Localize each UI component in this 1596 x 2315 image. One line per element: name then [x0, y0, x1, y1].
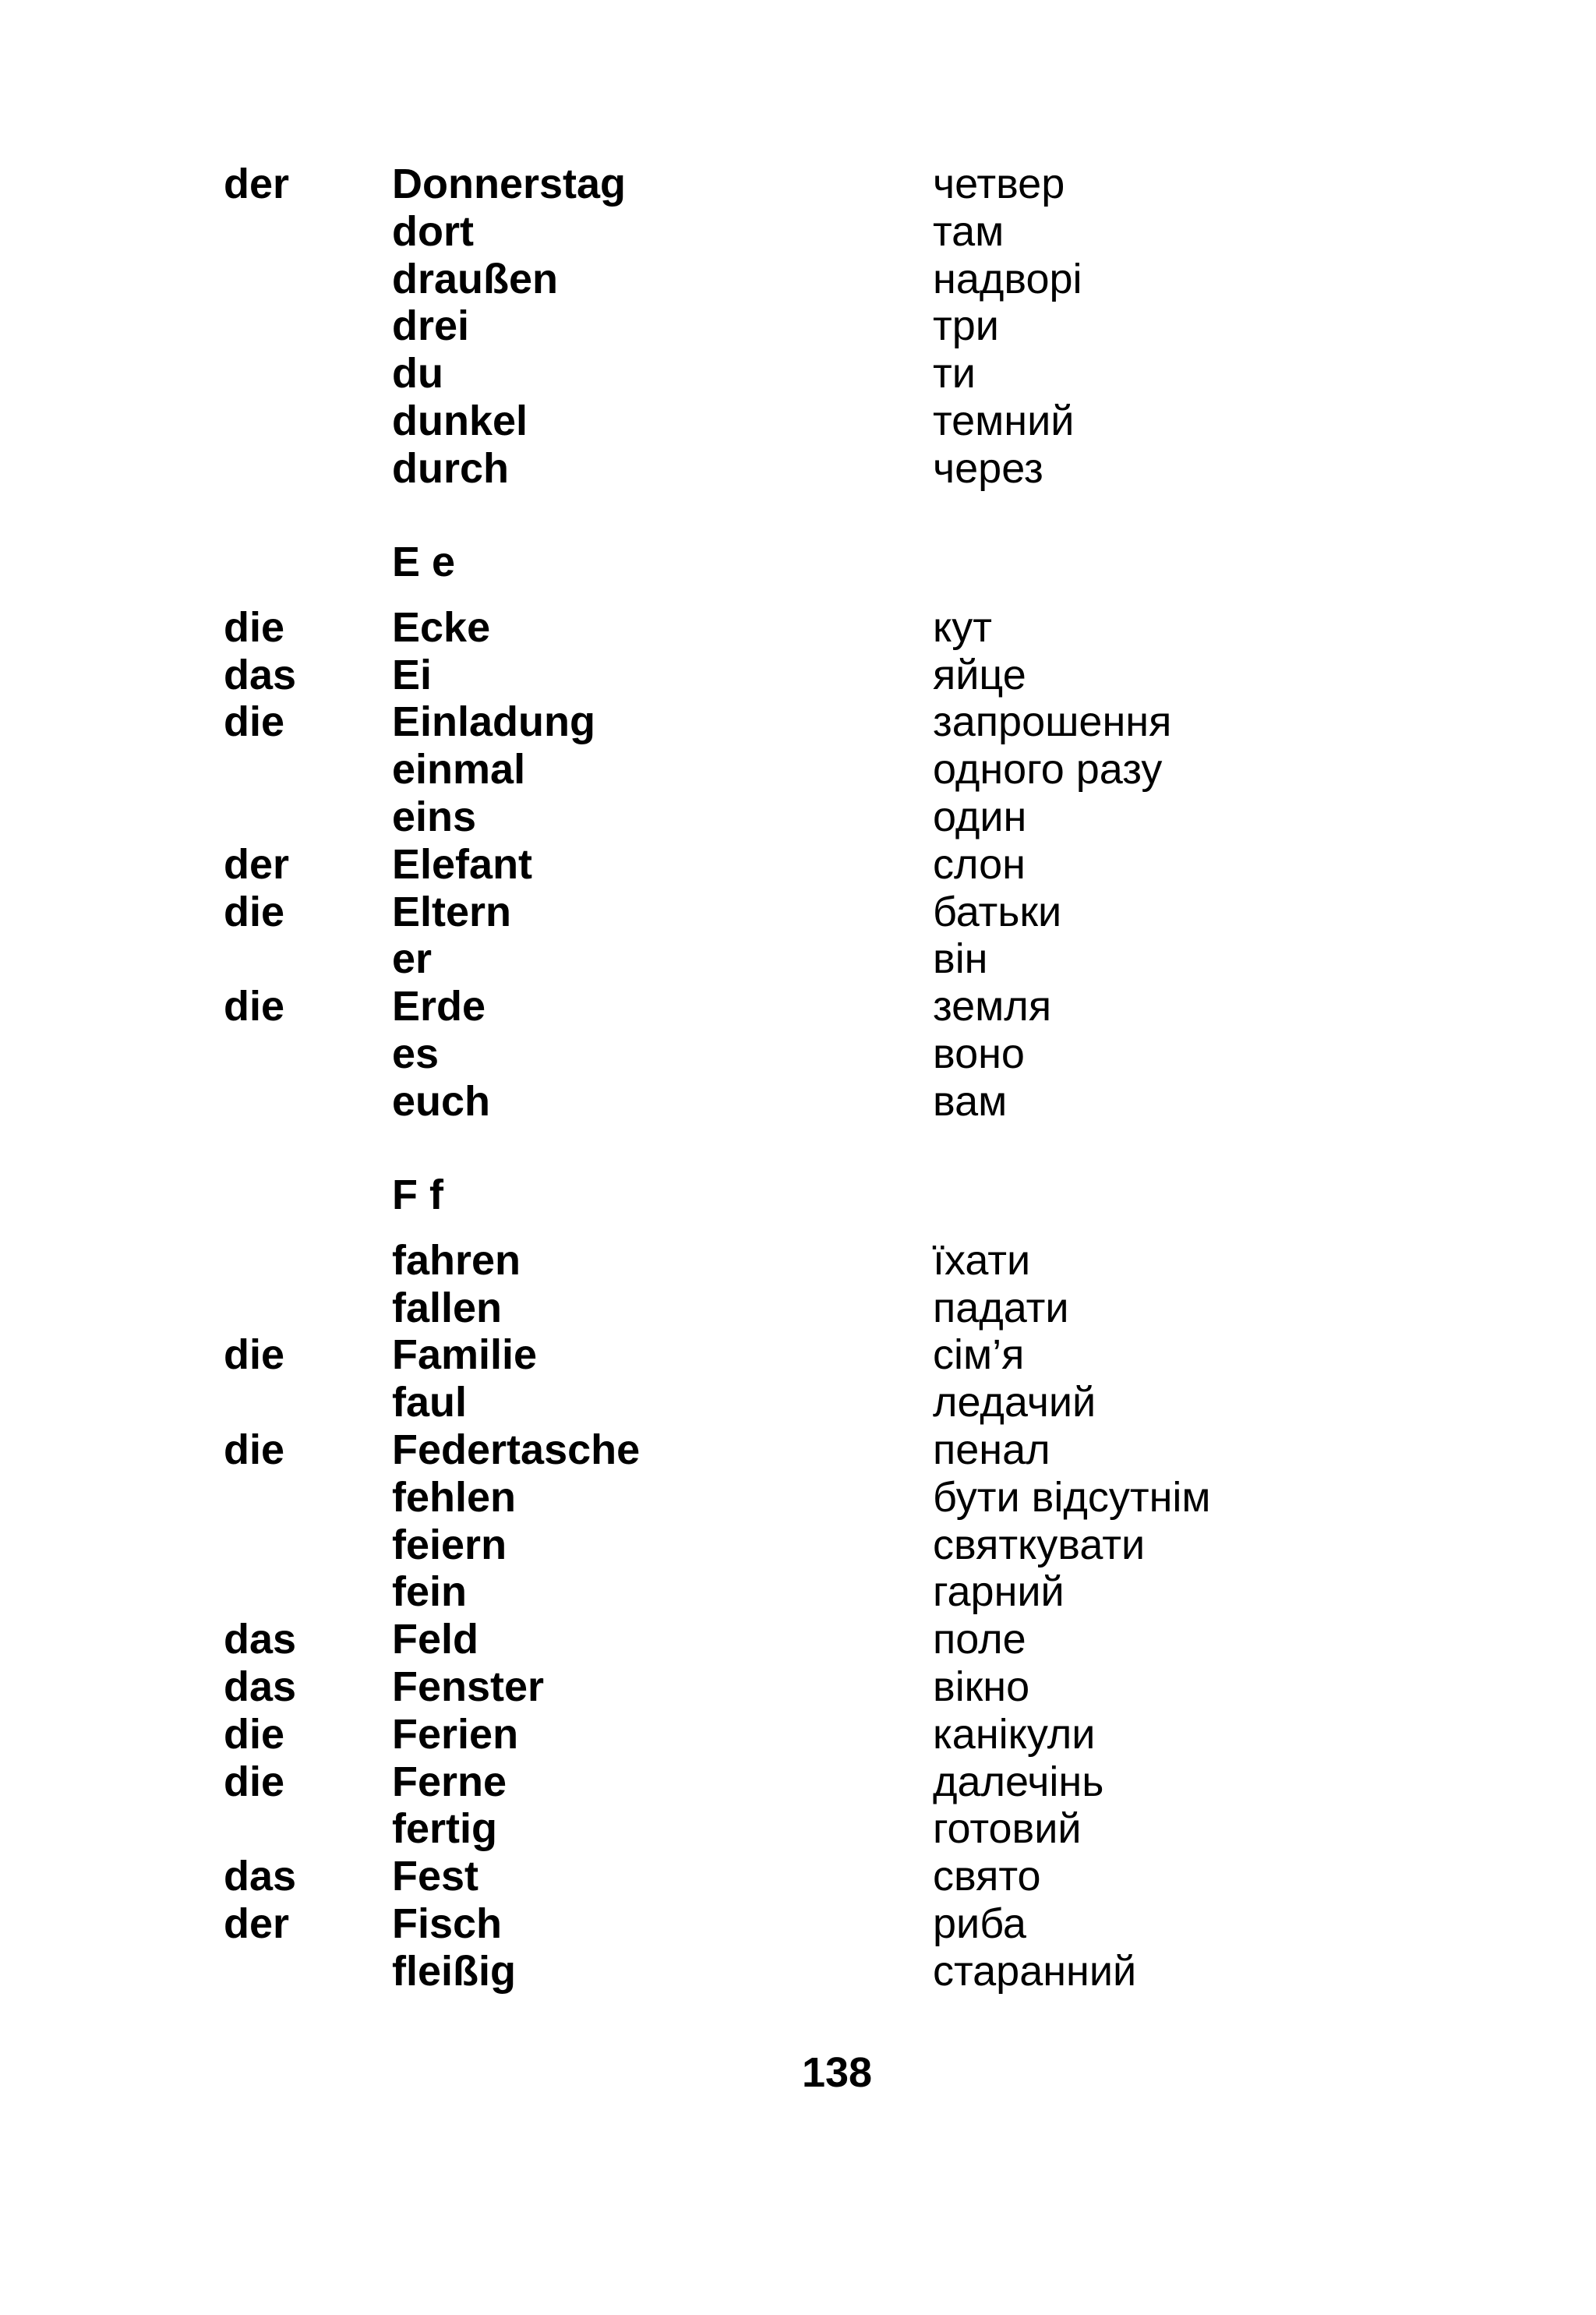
- vocabulary-entry: [0, 935, 1596, 983]
- german-word: dunkel: [392, 398, 528, 444]
- german-word: Einladung: [392, 698, 595, 745]
- german-word: Erde: [392, 983, 486, 1030]
- vocabulary-entry: [0, 1710, 1596, 1758]
- german-word: Familie: [392, 1331, 538, 1378]
- vocabulary-entry: [0, 1236, 1596, 1285]
- vocabulary-entry: [0, 1567, 1596, 1616]
- vocabulary-entry: [0, 651, 1596, 699]
- ukrainian-translation: земля: [933, 983, 1052, 1030]
- german-word: faul: [392, 1379, 468, 1426]
- vocabulary-entry: [0, 888, 1596, 936]
- vocabulary-entry: [0, 698, 1596, 746]
- vocabulary-entry: [0, 444, 1596, 493]
- vocabulary-entry: [0, 745, 1596, 793]
- ukrainian-translation: канікули: [933, 1711, 1096, 1758]
- ukrainian-translation: готовий: [933, 1805, 1082, 1852]
- vocabulary-entry: [0, 1378, 1596, 1426]
- german-word: fehlen: [392, 1474, 517, 1521]
- german-word: euch: [392, 1078, 491, 1125]
- vocabulary-entry: [0, 840, 1596, 889]
- german-word: draußen: [392, 256, 559, 302]
- article: das: [224, 1663, 297, 1710]
- german-word: Ferien: [392, 1711, 519, 1758]
- article: die: [224, 983, 285, 1030]
- vocabulary-entry: [0, 349, 1596, 398]
- ukrainian-translation: вікно: [933, 1663, 1030, 1710]
- article: die: [224, 889, 285, 935]
- vocabulary-entry: [0, 982, 1596, 1030]
- german-word: fallen: [392, 1285, 503, 1331]
- ukrainian-translation: яйце: [933, 652, 1026, 698]
- vocabulary-entry: [0, 1473, 1596, 1522]
- german-word: einmal: [392, 746, 526, 793]
- ukrainian-translation: один: [933, 793, 1027, 840]
- vocabulary-entry: [0, 1615, 1596, 1663]
- vocabulary-entry: [0, 1900, 1596, 1948]
- ukrainian-translation: пенал: [933, 1426, 1050, 1473]
- ukrainian-translation: там: [933, 208, 1005, 255]
- ukrainian-translation: бути відсутнім: [933, 1474, 1211, 1521]
- article: der: [224, 1900, 290, 1947]
- article: die: [224, 604, 285, 651]
- german-word: feiern: [392, 1522, 507, 1568]
- vocabulary-entry: [0, 1521, 1596, 1569]
- german-word: drei: [392, 302, 470, 349]
- article: die: [224, 1331, 285, 1378]
- ukrainian-translation: риба: [933, 1900, 1026, 1947]
- ukrainian-translation: запрошення: [933, 698, 1172, 745]
- vocabulary-entry: [0, 603, 1596, 652]
- article: das: [224, 652, 297, 698]
- ukrainian-translation: темний: [933, 398, 1075, 444]
- article: das: [224, 1616, 297, 1663]
- ukrainian-translation: гарний: [933, 1568, 1065, 1615]
- ukrainian-translation: кут: [933, 604, 992, 651]
- ukrainian-translation: воно: [933, 1030, 1025, 1077]
- article: die: [224, 1711, 285, 1758]
- ukrainian-translation: далечінь: [933, 1758, 1104, 1805]
- german-word: Fisch: [392, 1900, 503, 1947]
- vocabulary-entry: [0, 1284, 1596, 1332]
- german-word: Fenster: [392, 1663, 545, 1710]
- vocabulary-entry: [0, 793, 1596, 841]
- german-word: fahren: [392, 1237, 521, 1284]
- vocabulary-entry: [0, 160, 1596, 208]
- ukrainian-translation: три: [933, 302, 999, 349]
- ukrainian-translation: ти: [933, 350, 976, 397]
- vocabulary-entry: [0, 397, 1596, 445]
- german-word: er: [392, 935, 433, 982]
- german-word: fein: [392, 1568, 468, 1615]
- vocabulary-entry: [0, 1077, 1596, 1126]
- german-word: fertig: [392, 1805, 497, 1852]
- letter-heading: F f: [392, 1172, 443, 1218]
- vocabulary-entry: [0, 1804, 1596, 1853]
- ukrainian-translation: святкувати: [933, 1522, 1146, 1568]
- ukrainian-translation: їхати: [933, 1237, 1031, 1284]
- german-word: Ferne: [392, 1758, 507, 1805]
- german-word: Fest: [392, 1853, 479, 1900]
- vocabulary-entry: [0, 1426, 1596, 1474]
- vocabulary-entry: [0, 1663, 1596, 1711]
- german-word: Donnerstag: [392, 161, 627, 207]
- ukrainian-translation: свято: [933, 1853, 1041, 1900]
- ukrainian-translation: ледачий: [933, 1379, 1096, 1426]
- article: der: [224, 161, 290, 207]
- article: der: [224, 841, 290, 888]
- ukrainian-translation: він: [933, 935, 988, 982]
- german-word: es: [392, 1030, 440, 1077]
- vocabulary-entry: [0, 255, 1596, 303]
- vocabulary-entry: [0, 1758, 1596, 1806]
- german-word: Elefant: [392, 841, 533, 888]
- ukrainian-translation: четвер: [933, 161, 1065, 207]
- ukrainian-translation: слон: [933, 841, 1026, 888]
- ukrainian-translation: поле: [933, 1616, 1026, 1663]
- vocabulary-entry: [0, 1852, 1596, 1900]
- article: das: [224, 1853, 297, 1900]
- ukrainian-translation: одного разу: [933, 746, 1163, 793]
- vocabulary-entry: [0, 302, 1596, 350]
- ukrainian-translation: через: [933, 445, 1043, 492]
- german-word: fleißig: [392, 1948, 516, 1995]
- german-word: Ei: [392, 652, 433, 698]
- page-number: 138: [801, 2049, 873, 2096]
- german-word: eins: [392, 793, 477, 840]
- german-word: Eltern: [392, 889, 512, 935]
- vocabulary-entry: [0, 207, 1596, 256]
- german-word: dort: [392, 208, 474, 255]
- vocabulary-entry: [0, 1030, 1596, 1078]
- article: die: [224, 1426, 285, 1473]
- article: die: [224, 698, 285, 745]
- ukrainian-translation: вам: [933, 1078, 1008, 1125]
- german-word: durch: [392, 445, 510, 492]
- ukrainian-translation: надворі: [933, 256, 1082, 302]
- vocabulary-entry: [0, 1331, 1596, 1379]
- ukrainian-translation: сім’я: [933, 1331, 1025, 1378]
- german-word: Ecke: [392, 604, 491, 651]
- article: die: [224, 1758, 285, 1805]
- ukrainian-translation: падати: [933, 1285, 1069, 1331]
- german-word: du: [392, 350, 443, 397]
- ukrainian-translation: старанний: [933, 1948, 1137, 1995]
- german-word: Federtasche: [392, 1426, 641, 1473]
- ukrainian-translation: батьки: [933, 889, 1062, 935]
- vocabulary-entry: [0, 1947, 1596, 1995]
- german-word: Feld: [392, 1616, 479, 1663]
- letter-heading: E e: [392, 539, 456, 585]
